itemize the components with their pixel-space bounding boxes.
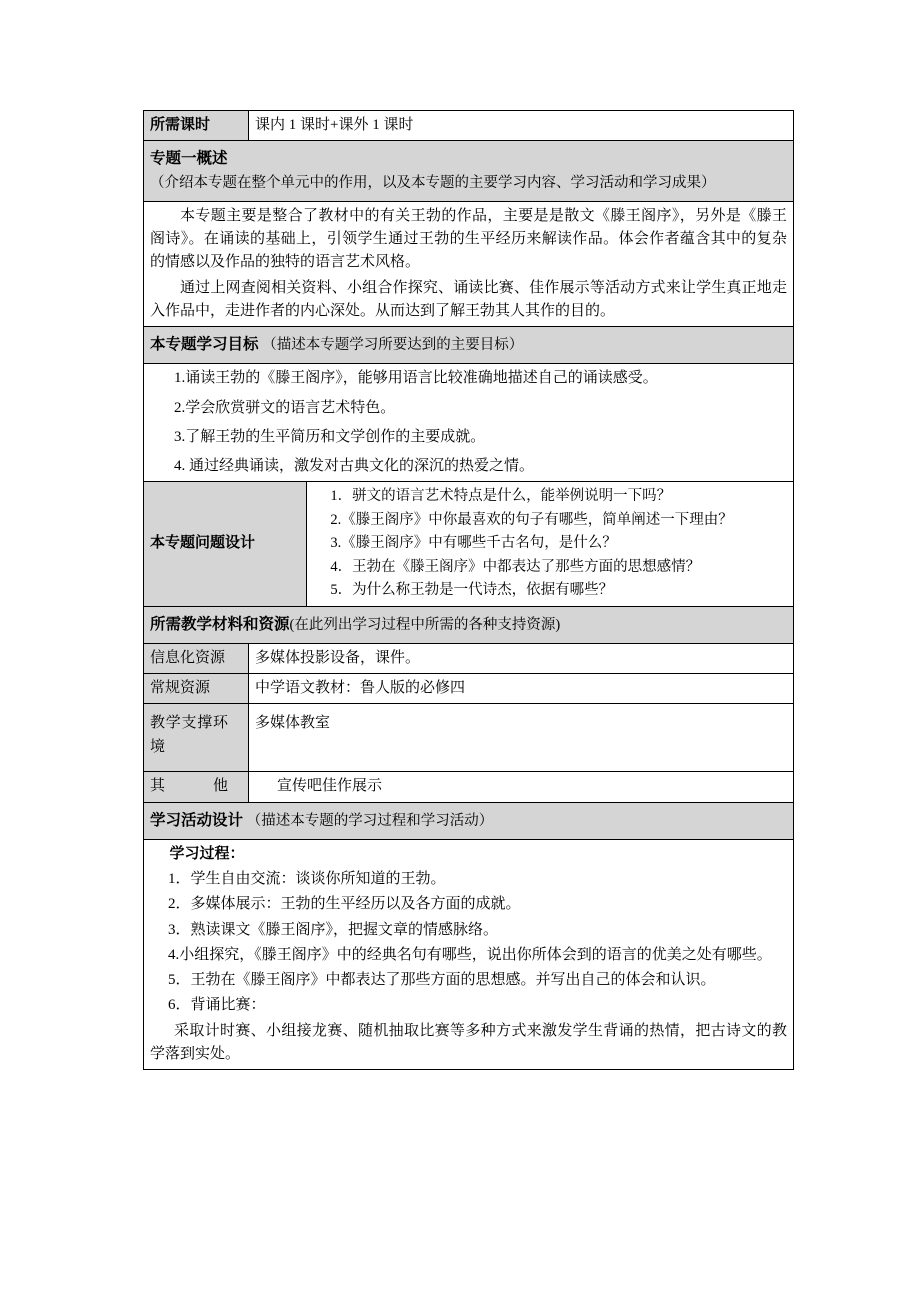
list-item: 1.诵读王勃的《滕王阁序》，能够用语言比较准确地描述自己的诵读感受。	[174, 370, 658, 387]
overview-body-cell	[144, 201, 794, 326]
overview-header-note: （介绍本专题在整个单元中的作用，以及本专题的主要学习内容、学习活动和学习成果）	[150, 174, 716, 191]
objectives-header-note: （描述本专题学习所要达到的主要目标）	[262, 337, 524, 353]
resource-value-info: 多媒体投影设备，课件。	[249, 643, 794, 673]
resources-header-note: (在此列出学习过程中所需的各种支持资源)	[289, 616, 561, 633]
table-row-class-hours	[144, 111, 794, 141]
questions-list	[313, 485, 787, 602]
list-item: 1．骈文的语言艺术特点是什么，能举例说明一下吗？	[330, 488, 672, 505]
resources-header-title: 所需教学材料和资源	[150, 615, 290, 633]
list-item: 4．王勃在《滕王阁序》中都表达了那些方面的思想感情？	[330, 558, 701, 575]
activity-header-note: （描述本专题的学习过程和学习活动）	[246, 812, 494, 829]
list-item: 3.《滕王阁序》中有哪些千古名句，是什么？	[330, 535, 617, 552]
list-item: 3.了解王勃的生平简历和文学创作的主要成就。	[174, 428, 486, 445]
resource-value-environment: 多媒体教室	[249, 704, 794, 772]
list-item: 4. 通过经典诵读，激发对古典文化的深沉的热爱之情。	[174, 458, 535, 474]
table-row-resource	[144, 772, 794, 802]
objectives-list	[150, 367, 787, 478]
list-item: 4.小组探究，《滕王阁序》中的经典名句有哪些，说出你所体会到的语言的优美之处有哪些。	[168, 946, 772, 963]
activity-header-cell	[144, 802, 794, 839]
overview-paragraph: 通过上网查阅相关资料、小组合作探究、诵读比赛、佳作展示等活动方式来让学生真正地走入作品中，走进作者的内心深处。从而达到了解王勃其人其作的目的。	[150, 279, 787, 319]
list-item: 2.《滕王阁序》中你最喜欢的句子有哪些，简单阐述一下理由？	[330, 511, 733, 528]
class-hours-label: 所需课时	[144, 111, 249, 141]
list-item: 1．学生自由交流：谈谈你所知道的王勃。	[168, 871, 446, 888]
resource-label-standard: 常规资源	[144, 674, 249, 704]
table-row-resource	[144, 643, 794, 673]
list-item: 5．为什么称王勃是一代诗杰，依据有哪些？	[330, 582, 614, 599]
list-item: 2.学会欣赏骈文的语言艺术特色。	[174, 399, 396, 416]
table-row-activity-body	[144, 839, 794, 1069]
questions-label: 本专题问题设计	[144, 482, 307, 606]
class-hours-value: 课内 1 课时+课外 1 课时	[249, 111, 794, 141]
objectives-header-cell	[144, 327, 794, 364]
table-row-resource	[144, 674, 794, 704]
resource-label-info: 信息化资源	[144, 643, 249, 673]
table-row-overview-header	[144, 141, 794, 202]
resource-value-other: 宣传吧佳作展示	[249, 772, 794, 802]
objectives-body-cell	[144, 364, 794, 482]
list-item: 5．王勃在《滕王阁序》中都表达了那些方面的思想感。并写出自己的体会和认识。	[168, 972, 716, 989]
overview-header-cell	[144, 141, 794, 202]
table-row-resource	[144, 704, 794, 772]
list-item: 6．背诵比赛：	[168, 997, 266, 1014]
overview-header-title: 专题一概述	[150, 150, 228, 168]
lesson-plan-table	[143, 110, 794, 1070]
objectives-header-title: 本专题学习目标	[150, 336, 259, 353]
list-item: 3．熟读课文《滕王阁序》，把握文章的情感脉络。	[168, 921, 499, 938]
overview-paragraph: 本专题主要是整合了教材中的有关王勃的作品，主要是是散文《滕王阁序》，另外是《滕王阁诗》。在诵读的基础上，引领学生通过王勃的生平经历来解读作品。体会作者蕴含其中的复杂的情感以及作品的独特的语言艺术风格。	[150, 207, 787, 271]
resource-value-standard: 中学语文教材：鲁人版的必修四	[249, 674, 794, 704]
table-row-activity-header	[144, 802, 794, 839]
list-item: 2．多媒体展示：王勃的生平经历以及各方面的成就。	[168, 896, 521, 913]
activity-subtitle: 学习过程：	[169, 845, 245, 862]
table-row-overview-body	[144, 201, 794, 326]
table-row-objectives-body	[144, 364, 794, 482]
activity-tail-paragraph: 采取计时赛、小组接龙赛、随机抽取比赛等多种方式来激发学生背诵的热情，把古诗文的教学落到实处。	[150, 1022, 787, 1062]
resource-label-environment: 教学支撑环境	[144, 704, 249, 772]
table-row-objectives-header	[144, 327, 794, 364]
table-row-resources-header	[144, 606, 794, 643]
activity-body-cell	[144, 839, 794, 1069]
resources-header-cell	[144, 606, 794, 643]
activity-list	[150, 868, 787, 1018]
resource-label-other: 其他	[144, 772, 249, 802]
questions-cell	[307, 482, 794, 606]
activity-header-title: 学习活动设计	[150, 811, 244, 829]
table-row-questions	[144, 482, 794, 606]
